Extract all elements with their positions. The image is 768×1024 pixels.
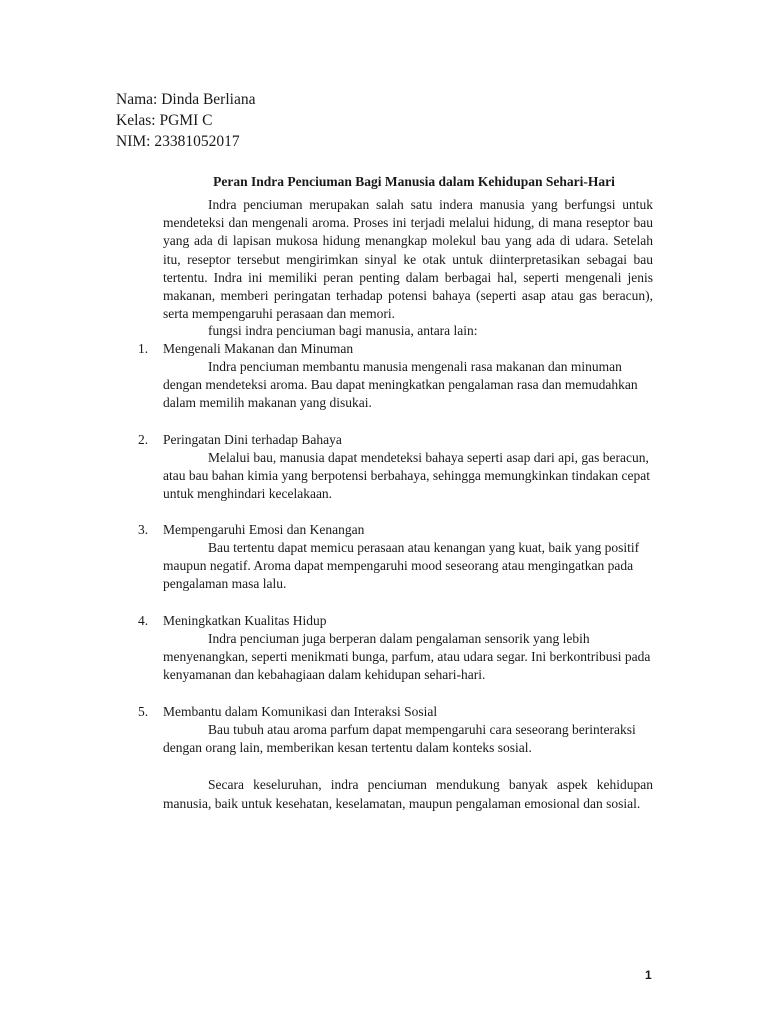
list-number: 5. xyxy=(138,704,149,719)
list-description: Bau tertentu dapat memicu perasaan atau kenangan yang kuat, baik yang positif maupun negatif. Aroma dapat mempengaruhi mood seseorang atau mengingatkan pada pengalaman masa lalu. xyxy=(163,540,640,592)
list-description: Melalui bau, manusia dapat mendeteksi bahaya seperti asap dari api, gas beracun, atau bau bahan kimia yang berpotensi berbahaya, sehingga memungkinkan tindakan cepat untuk menghindari kecelakaan. xyxy=(163,450,650,502)
student-class: Kelas: PGMI C xyxy=(116,112,213,129)
student-name: Nama: Dinda Berliana xyxy=(116,91,256,108)
page-number: 1 xyxy=(645,968,652,982)
list-lead-text: fungsi indra penciuman bagi manusia, antara lain: xyxy=(208,323,478,338)
list-number: 2. xyxy=(138,432,149,447)
list-heading: Peringatan Dini terhadap Bahaya xyxy=(163,432,342,447)
document-title: Peran Indra Penciuman Bagi Manusia dalam Kehidupan Sehari-Hari xyxy=(213,174,615,189)
intro-paragraph: Indra penciuman merupakan salah satu indera manusia yang berfungsi untuk mendeteksi dan mengenali aroma. Proses ini terjadi melalui hidung, di mana reseptor bau yang ada di lapisan mukosa hidung menangkap molekul bau yang ada di udara. Setelah itu, reseptor tersebut mengirimkan sinyal ke otak untuk diinterpretasikan sebagai bau tertentu. Indra ini memiliki peran penting dalam berbagai hal, seperti mengenali jenis makanan, memberi peringatan terhadap potensi bahaya (seperti asap atau gas beracun), serta mempengaruhi perasaan dan memori. xyxy=(163,197,653,322)
student-info xyxy=(116,89,255,152)
conclusion-paragraph: Secara keseluruhan, indra penciuman mendukung banyak aspek kehidupan manusia, baik untuk kesehatan, keselamatan, maupun pengalaman emosional dan sosial. xyxy=(163,777,653,811)
student-nim: NIM: 23381052017 xyxy=(116,133,240,150)
list-heading: Membantu dalam Komunikasi dan Interaksi Sosial xyxy=(163,704,438,719)
list-number: 4. xyxy=(138,613,149,628)
list-description: Indra penciuman membantu manusia mengenali rasa makanan dan minuman dengan mendeteksi aroma. Bau dapat meningkatkan pengalaman rasa dan memudahkan dalam memilih makanan yang disukai. xyxy=(163,359,638,411)
list-number: 3. xyxy=(138,522,149,537)
list-heading: Mempengaruhi Emosi dan Kenangan xyxy=(163,522,365,537)
list-description: Bau tubuh atau aroma parfum dapat mempengaruhi cara seseorang berinteraksi dengan orang lain, memberikan kesan tertentu dalam konteks sosial. xyxy=(163,722,636,756)
list-heading: Mengenali Makanan dan Minuman xyxy=(163,341,354,356)
list-number: 1. xyxy=(138,341,149,356)
list-description: Indra penciuman juga berperan dalam pengalaman sensorik yang lebih menyenangkan, seperti menikmati bunga, parfum, atau udara segar. Ini berkontribusi pada kenyamanan dan kebahagiaan dalam kehidupan sehari-hari. xyxy=(163,631,651,683)
list-heading: Meningkatkan Kualitas Hidup xyxy=(163,613,327,628)
